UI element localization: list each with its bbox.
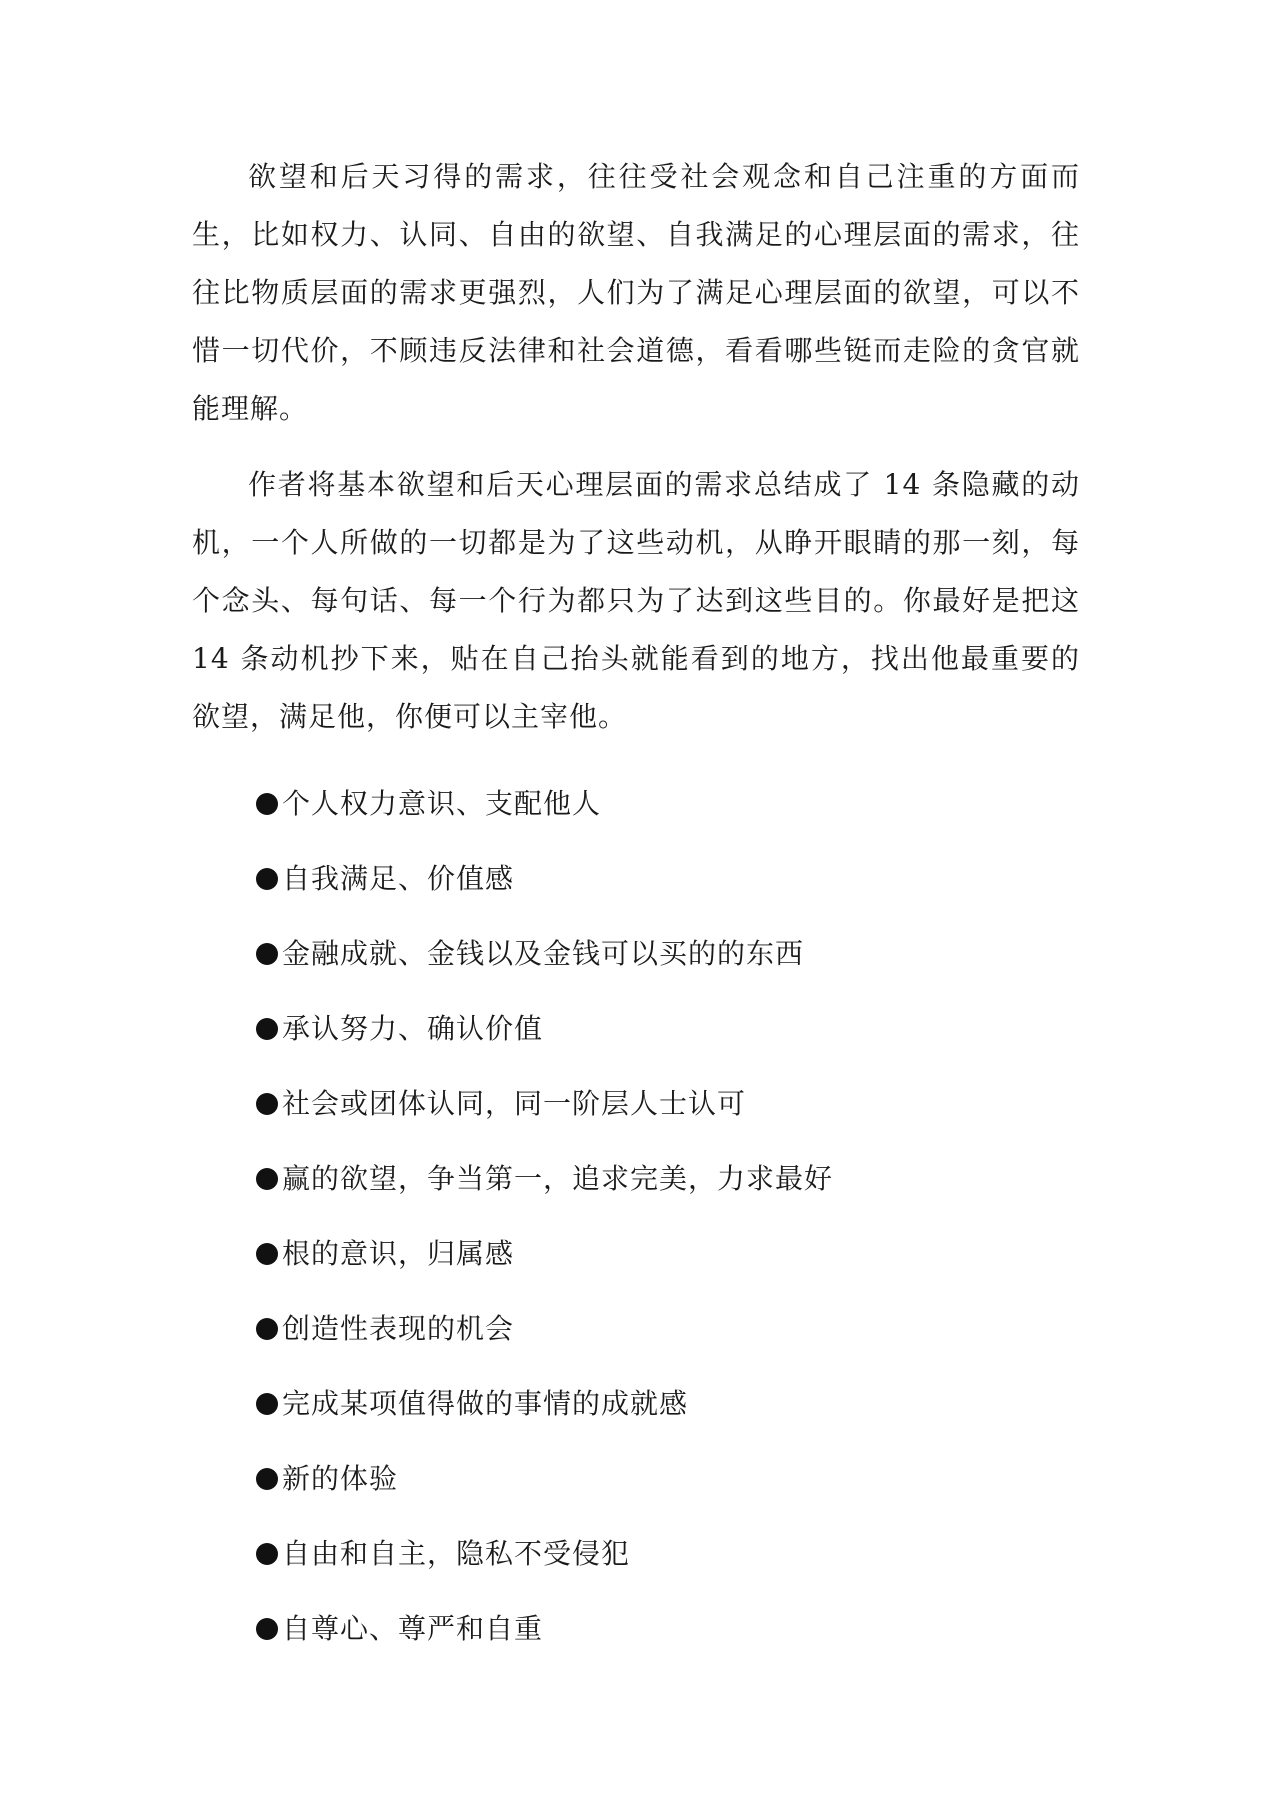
list-item xyxy=(256,1066,1080,1141)
motive-list xyxy=(192,766,1080,1666)
paragraph-motives: 作者将基本欲望和后天心理层面的需求总结成了 14 条隐藏的动机，一个人所做的一切都是为了这些动机，从睁开眼睛的那一刻，每个念头、每句话、每一个行为都只为了达到这些目的。你最好是把这 14 条动机抄下来，贴在自己抬头就能看到的地方，找出他最重要的欲望，满足他，你便可以主宰他。 xyxy=(192,468,1080,733)
list-item-text: 赢的欲望，争当第一，追求完美，力求最好 xyxy=(282,1162,834,1195)
list-item-text: 根的意识，归属感 xyxy=(282,1237,515,1270)
bullet-icon xyxy=(256,1468,278,1490)
list-item-text: 金融成就、金钱以及金钱可以买的的东西 xyxy=(282,937,805,970)
list-item xyxy=(256,841,1080,916)
bullet-icon xyxy=(256,793,278,815)
paragraph-desires: 欲望和后天习得的需求，往往受社会观念和自己注重的方面而生，比如权力、认同、自由的欲望、自我满足的心理层面的需求，往往比物质层面的需求更强烈，人们为了满足心理层面的欲望，可以不惜一切代价，不顾违反法律和社会道德，看看哪些铤而走险的贪官就能理解。 xyxy=(192,160,1080,425)
bullet-icon xyxy=(256,1318,278,1340)
list-item xyxy=(256,1291,1080,1366)
bullet-icon xyxy=(256,1093,278,1115)
bullet-icon xyxy=(256,868,278,890)
list-item-text: 自尊心、尊严和自重 xyxy=(282,1612,544,1645)
list-item xyxy=(256,991,1080,1066)
list-item xyxy=(256,1141,1080,1216)
bullet-icon xyxy=(256,1243,278,1265)
list-item-text: 社会或团体认同，同一阶层人士认可 xyxy=(282,1087,747,1120)
page-content xyxy=(192,148,1080,1666)
list-item-text: 自我满足、价值感 xyxy=(282,862,515,895)
list-item xyxy=(256,1216,1080,1291)
list-item xyxy=(256,1591,1080,1666)
list-item xyxy=(256,1366,1080,1441)
list-item xyxy=(256,766,1080,841)
list-item-text: 承认努力、确认价值 xyxy=(282,1012,544,1045)
list-item-text: 个人权力意识、支配他人 xyxy=(282,787,602,820)
bullet-icon xyxy=(256,943,278,965)
list-item-text: 新的体验 xyxy=(282,1462,399,1495)
list-item-text: 创造性表现的机会 xyxy=(282,1312,515,1345)
bullet-icon xyxy=(256,1393,278,1415)
list-item-text: 完成某项值得做的事情的成就感 xyxy=(282,1387,689,1420)
bullet-icon xyxy=(256,1618,278,1640)
list-item-text: 自由和自主，隐私不受侵犯 xyxy=(282,1537,631,1570)
list-item xyxy=(256,1516,1080,1591)
bullet-icon xyxy=(256,1543,278,1565)
bullet-icon xyxy=(256,1018,278,1040)
list-item xyxy=(256,916,1080,991)
list-item xyxy=(256,1441,1080,1516)
bullet-icon xyxy=(256,1168,278,1190)
